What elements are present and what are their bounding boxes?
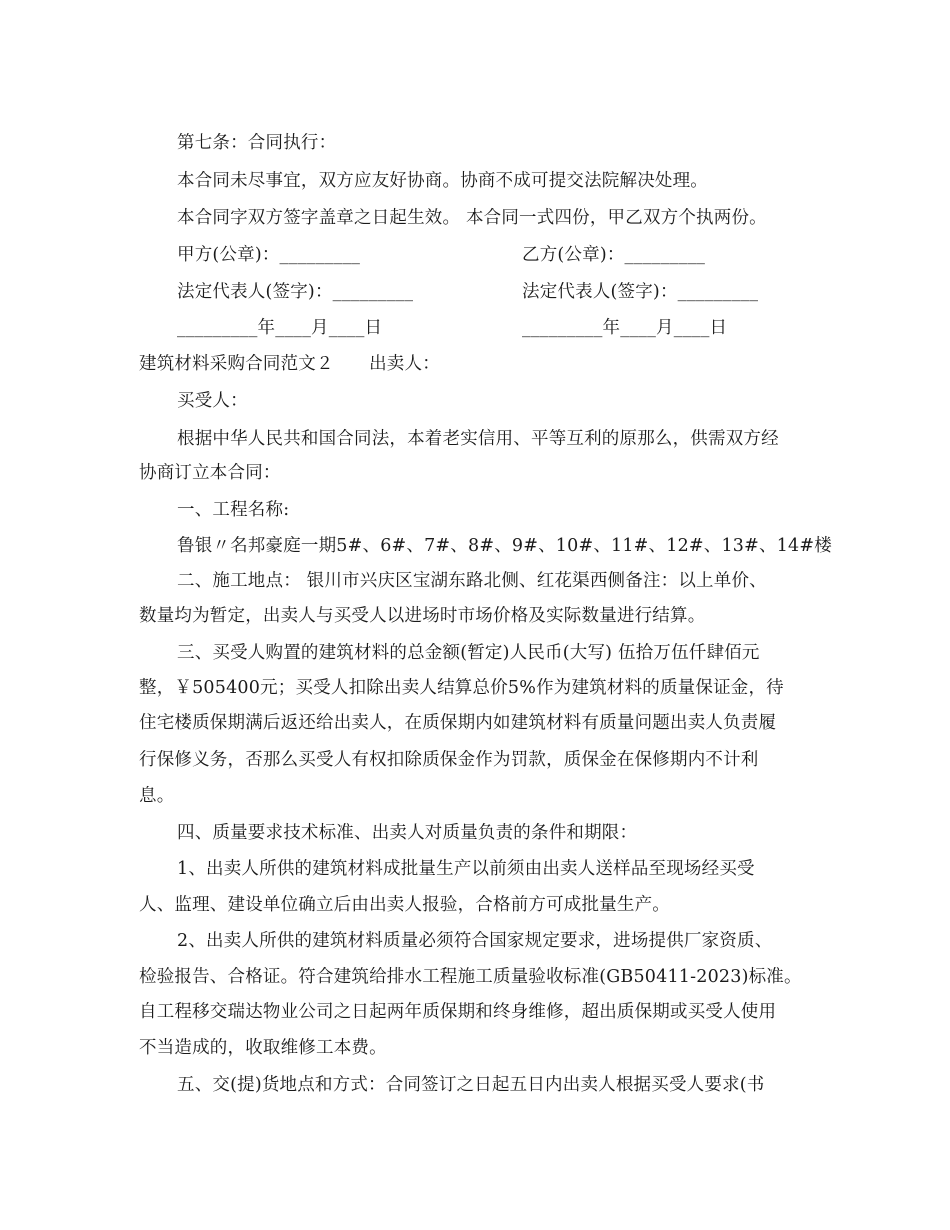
party-b-seal: 乙方(公章)：_________: [522, 245, 706, 265]
buyer-label: 买受人：: [177, 391, 248, 411]
intro-line-1: 根据中华人民共和国合同法，本着老实信用、平等互利的原那么，供需双方经: [177, 429, 779, 449]
section4-item2-line-3: 自工程移交瑞达物业公司之日起两年质保期和终身维修，超出质保期或买受人使用: [139, 1002, 777, 1022]
section3-line-5: 息。: [139, 786, 175, 806]
section3-line-1: 三、买受人购置的建筑材料的总金额(暂定)人民币(大写) 伍拾万伍仟肆佰元: [177, 643, 760, 663]
section1-heading: 一、工程名称:: [177, 500, 290, 520]
section4-item1-line-2: 人、监理、建设单位确立后由出卖人报验，合格前方可成批量生产。: [139, 895, 670, 915]
party-b-date: _________年____月____日: [522, 318, 728, 338]
section1-body: 鲁银〃名邦豪庭一期5#、6#、7#、8#、9#、10#、11#、12#、13#、14#楼: [177, 536, 832, 556]
contract2-title: 建筑材料采购合同范文２ 出卖人：: [139, 354, 440, 374]
section4-item2-line-2: 检验报告、合格证。符合建筑给排水工程施工质量验收标准(GB50411-2023)标准。: [139, 967, 802, 987]
section3-line-2: 整，￥505400元；买受人扣除出卖人结算总价5%作为建筑材料的质量保证金，待: [139, 678, 784, 698]
article7-para2: 本合同字双方签字盖章之日起生效。 本合同一式四份，甲乙双方个执两份。: [177, 208, 767, 228]
intro-line-2: 协商订立本合同：: [139, 463, 281, 483]
section4-heading: 四、质量要求技术标准、出卖人对质量负责的条件和期限：: [177, 823, 638, 843]
section3-line-3: 住宅楼质保期满后返还给出卖人，在质保期内如建筑材料有质量问题出卖人负责履: [139, 713, 777, 733]
section4-item2-line-4: 不当造成的，收取维修工本费。: [139, 1038, 387, 1058]
section5-line-1: 五、交(提)货地点和方式：合同签订之日起五日内出卖人根据买受人要求(书: [177, 1075, 765, 1095]
section4-item1-line-1: 1、出卖人所供的建筑材料成批量生产以前须由出卖人送样品至现场经买受: [177, 859, 755, 879]
section3-line-4: 行保修义务，否那么买受人有权扣除质保金作为罚款，质保金在保修期内不计利: [139, 750, 759, 770]
party-a-date: _________年____月____日: [177, 318, 383, 338]
party-a-seal: 甲方(公章)：_________: [177, 245, 361, 265]
article7-para1: 本合同未尽事宜，双方应友好协商。协商不成可提交法院解决处理。: [177, 171, 708, 191]
article7-heading: 第七条：合同执行：: [177, 133, 337, 153]
party-b-representative: 法定代表人(签字)：_________: [522, 282, 759, 302]
section4-item2-line-1: 2、出卖人所供的建筑材料质量必须符合国家规定要求，进场提供厂家资质、: [177, 931, 773, 951]
party-a-representative: 法定代表人(签字)：_________: [177, 282, 414, 302]
section2-line-1: 二、施工地点： 银川市兴庆区宝湖东路北侧、红花渠西侧备注：以上单价、: [177, 571, 767, 591]
section2-line-2: 数量均为暂定，出卖人与买受人以进场时市场价格及实际数量进行结算。: [139, 606, 706, 626]
